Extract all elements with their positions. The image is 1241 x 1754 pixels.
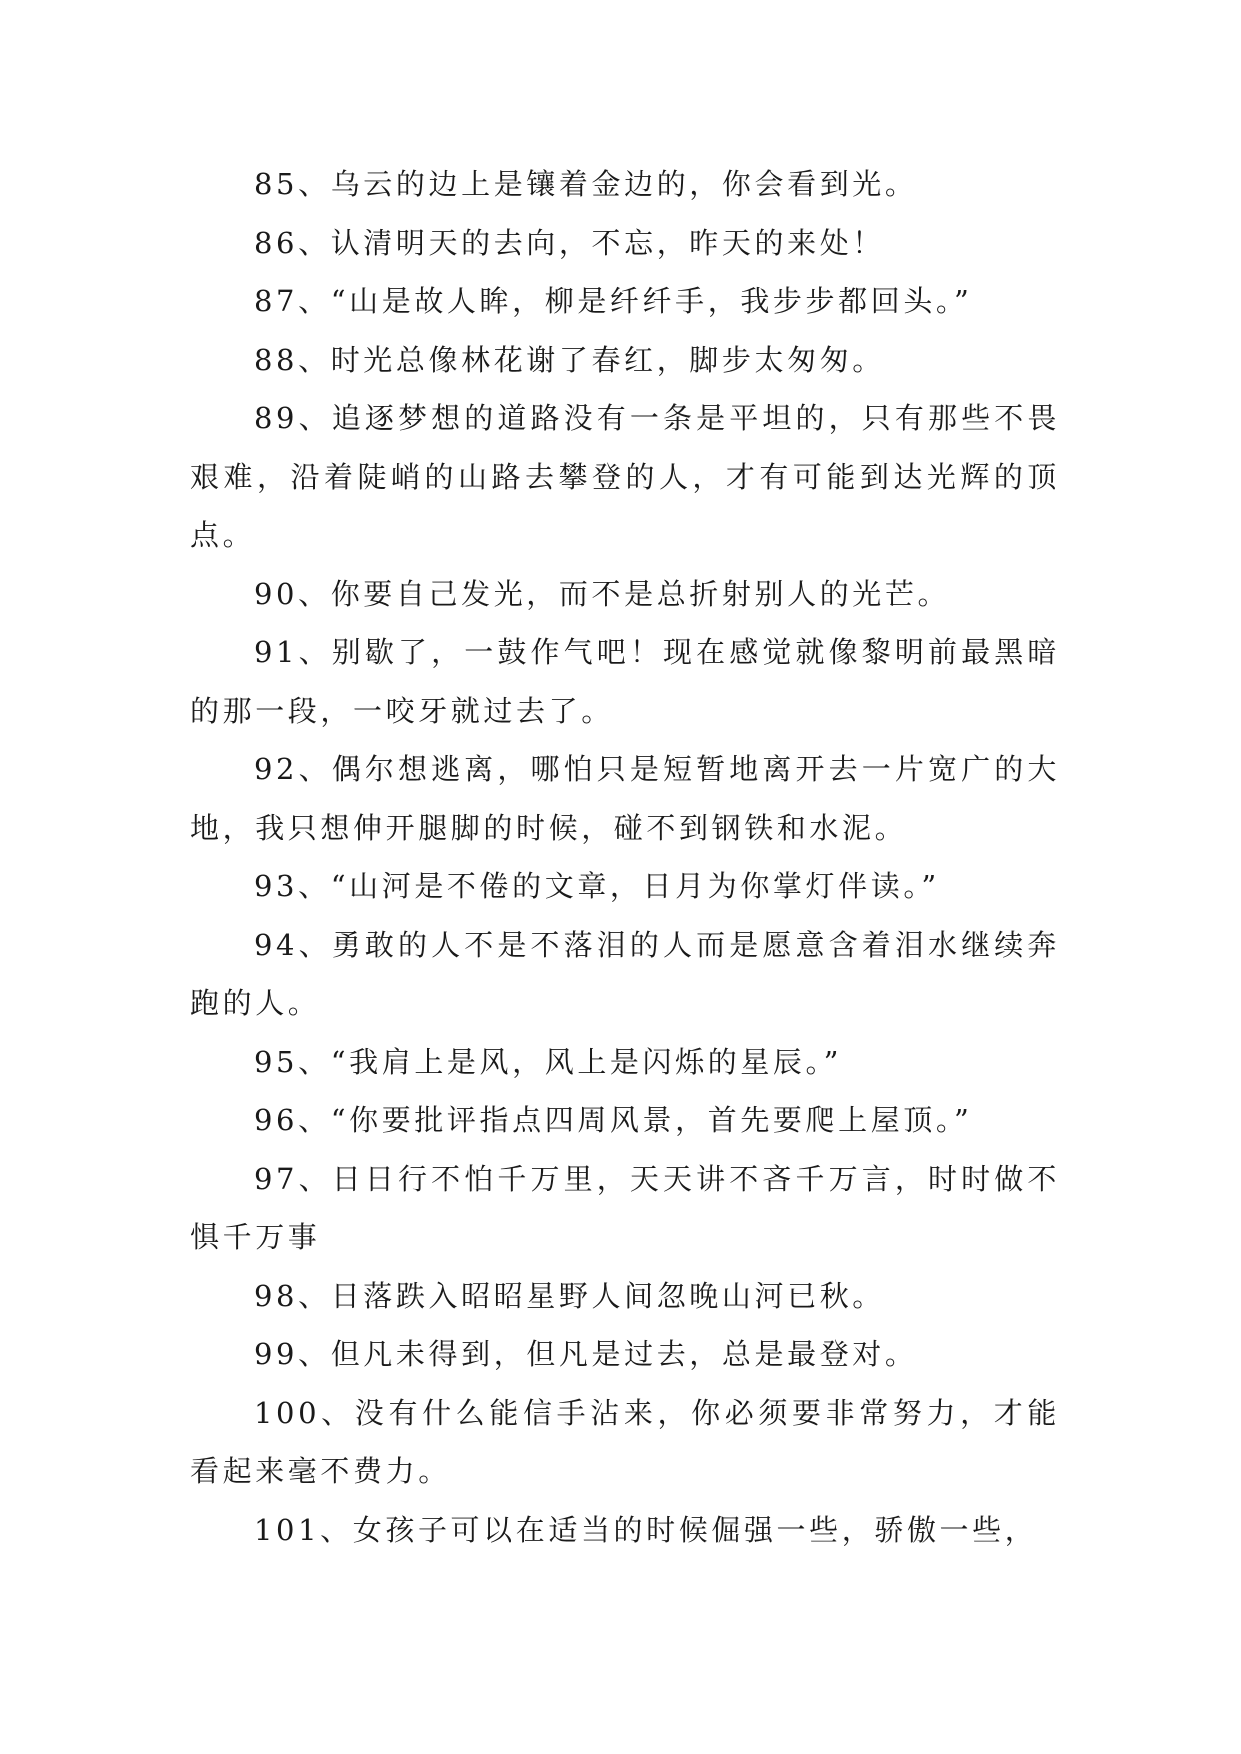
paragraph-96: 96、“你要批评指点四周风景，首先要爬上屋顶。”: [254, 1103, 973, 1137]
paragraph-101: 101、女孩子可以在适当的时候倔强一些，骄傲一些，: [254, 1512, 1038, 1547]
paragraph-95: 95、“我肩上是风，风上是闪烁的星辰。”: [254, 1044, 843, 1079]
paragraph-91: 91、别歇了，一鼓作气吧！现在感觉就像黎明前最黑暗的那一段，一咬牙就过去了。: [190, 635, 1060, 728]
paragraph-90: 90、你要自己发光，而不是总折射别人的光芒。: [254, 576, 951, 611]
paragraph-98: 98、日落跌入昭昭星野人间忽晚山河已秋。: [254, 1278, 885, 1313]
paragraph-100: 100、没有什么能信手沾来，你必须要非常努力，才能看起来毫不费力。: [190, 1395, 1060, 1488]
document-body: [190, 155, 1060, 1559]
paragraph-93: 93、“山河是不倦的文章，日月为你掌灯伴读。”: [254, 869, 940, 903]
paragraph-92: 92、偶尔想逃离，哪怕只是短暂地离开去一片宽广的大地，我只想伸开腿脚的时候，碰不到钢铁和水泥。: [190, 752, 1060, 845]
paragraph-86: 86、认清明天的去向，不忘，昨天的来处！: [254, 225, 885, 260]
paragraph-87: 87、“山是故人眸，柳是纤纤手，我步步都回头。”: [254, 284, 973, 318]
paragraph-89: 89、追逐梦想的道路没有一条是平坦的，只有那些不畏艰难，沿着陡峭的山路去攀登的人，才有可能到达光辉的顶点。: [190, 401, 1060, 552]
paragraph-97: 97、日日行不怕千万里，天天讲不吝千万言，时时做不惧千万事: [190, 1161, 1060, 1254]
paragraph-85: 85、乌云的边上是镶着金边的，你会看到光。: [254, 167, 918, 201]
paragraph-88: 88、时光总像林花谢了春红，脚步太匆匆。: [254, 342, 885, 377]
paragraph-94: 94、勇敢的人不是不落泪的人而是愿意含着泪水继续奔跑的人。: [190, 927, 1060, 1020]
paragraph-99: 99、但凡未得到，但凡是过去，总是最登对。: [254, 1337, 918, 1371]
